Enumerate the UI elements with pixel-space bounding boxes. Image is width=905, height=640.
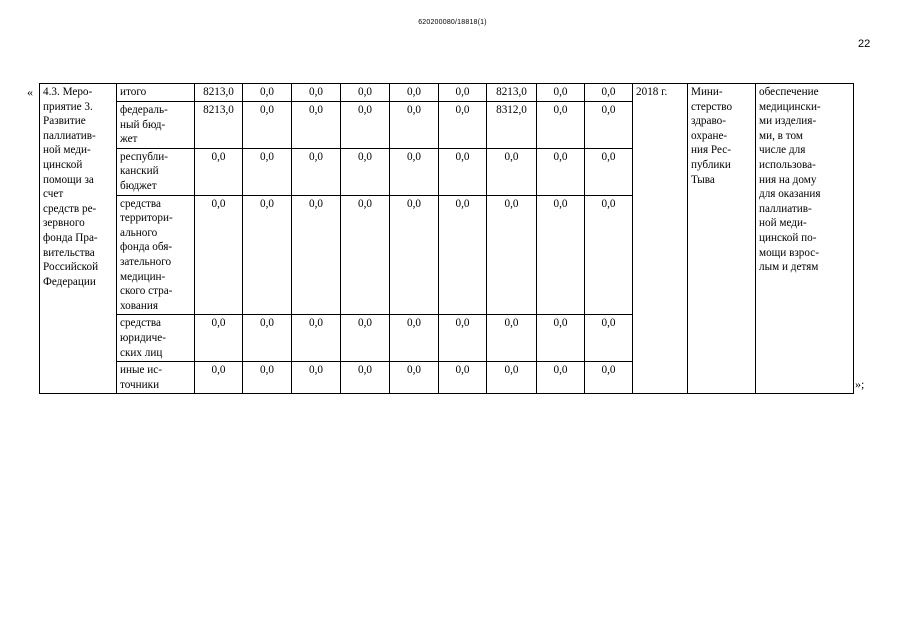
executor-cell: Мини- стерство здраво- охране- ния Рес- публики Тыва (688, 84, 756, 394)
amount-cell: 0,0 (439, 148, 487, 195)
amount-cell: 0,0 (195, 362, 243, 394)
funding-source-cell: республи- канский бюджет (117, 148, 195, 195)
amount-cell: 0,0 (390, 315, 439, 362)
amount-cell: 0,0 (292, 195, 341, 315)
amount-cell: 0,0 (292, 84, 341, 102)
amount-cell: 0,0 (341, 84, 390, 102)
amount-cell: 0,0 (585, 315, 633, 362)
amount-cell: 0,0 (537, 362, 585, 394)
amount-cell: 0,0 (439, 84, 487, 102)
amount-cell: 0,0 (292, 362, 341, 394)
amount-cell: 0,0 (243, 315, 292, 362)
amount-cell: 0,0 (341, 315, 390, 362)
amount-cell: 0,0 (390, 362, 439, 394)
amount-cell: 0,0 (243, 102, 292, 149)
amount-cell: 0,0 (537, 102, 585, 149)
amount-cell: 0,0 (439, 195, 487, 315)
amount-cell: 8213,0 (195, 84, 243, 102)
funding-source-cell: средства юридиче- ских лиц (117, 315, 195, 362)
funding-source-cell: итого (117, 84, 195, 102)
amount-cell: 0,0 (243, 195, 292, 315)
amount-cell: 0,0 (585, 102, 633, 149)
amount-cell: 0,0 (487, 148, 537, 195)
amount-cell: 0,0 (439, 102, 487, 149)
amount-cell: 0,0 (341, 102, 390, 149)
amount-cell: 0,0 (390, 195, 439, 315)
amount-cell: 0,0 (243, 84, 292, 102)
amount-cell: 0,0 (195, 195, 243, 315)
amount-cell: 0,0 (537, 315, 585, 362)
funding-source-cell: федераль- ный бюд- жет (117, 102, 195, 149)
closing-quote: »; (855, 377, 865, 391)
amount-cell: 0,0 (390, 84, 439, 102)
document-id: 620200080/18818(1) (418, 19, 487, 26)
funding-source-cell: средства территори- ального фонда обя- зательного медицин- ского стра- хования (117, 195, 195, 315)
amount-cell: 0,0 (292, 148, 341, 195)
amount-cell: 0,0 (537, 148, 585, 195)
amount-cell: 0,0 (292, 315, 341, 362)
amount-cell: 0,0 (341, 148, 390, 195)
opening-quote: « (27, 85, 33, 99)
amount-cell: 0,0 (487, 315, 537, 362)
amount-cell: 0,0 (390, 102, 439, 149)
amount-cell: 0,0 (390, 148, 439, 195)
amount-cell: 0,0 (585, 84, 633, 102)
activity-name-cell: 4.3. Меро- приятие 3. Развитие паллиатив- ной меди- цинской помощи за счет средств ре- зервного фонда Пра- вительства Российской Федерации (40, 84, 117, 394)
amount-cell: 8213,0 (195, 102, 243, 149)
amount-cell: 0,0 (439, 362, 487, 394)
amount-cell: 8312,0 (487, 102, 537, 149)
amount-cell: 0,0 (195, 315, 243, 362)
amount-cell: 0,0 (439, 315, 487, 362)
page-number: 22 (858, 38, 871, 50)
amount-cell: 0,0 (195, 148, 243, 195)
amount-cell: 0,0 (585, 362, 633, 394)
amount-cell: 0,0 (585, 195, 633, 315)
funding-table (39, 83, 854, 394)
amount-cell: 0,0 (243, 362, 292, 394)
amount-cell: 0,0 (537, 84, 585, 102)
funding-source-cell: иные ис- точники (117, 362, 195, 394)
amount-cell: 0,0 (585, 148, 633, 195)
year-cell: 2018 г. (633, 84, 688, 394)
amount-cell: 0,0 (243, 148, 292, 195)
amount-cell: 0,0 (292, 102, 341, 149)
amount-cell: 0,0 (341, 195, 390, 315)
amount-cell: 8213,0 (487, 84, 537, 102)
table-row (40, 84, 854, 102)
amount-cell: 0,0 (537, 195, 585, 315)
amount-cell: 0,0 (487, 362, 537, 394)
result-cell: обеспечение медицински- ми изделия- ми, в том числе для использова- ния на дому для оказания паллиатив- ной меди- цинской по- мощи взрос- лым и детям (756, 84, 854, 394)
amount-cell: 0,0 (341, 362, 390, 394)
amount-cell: 0,0 (487, 195, 537, 315)
